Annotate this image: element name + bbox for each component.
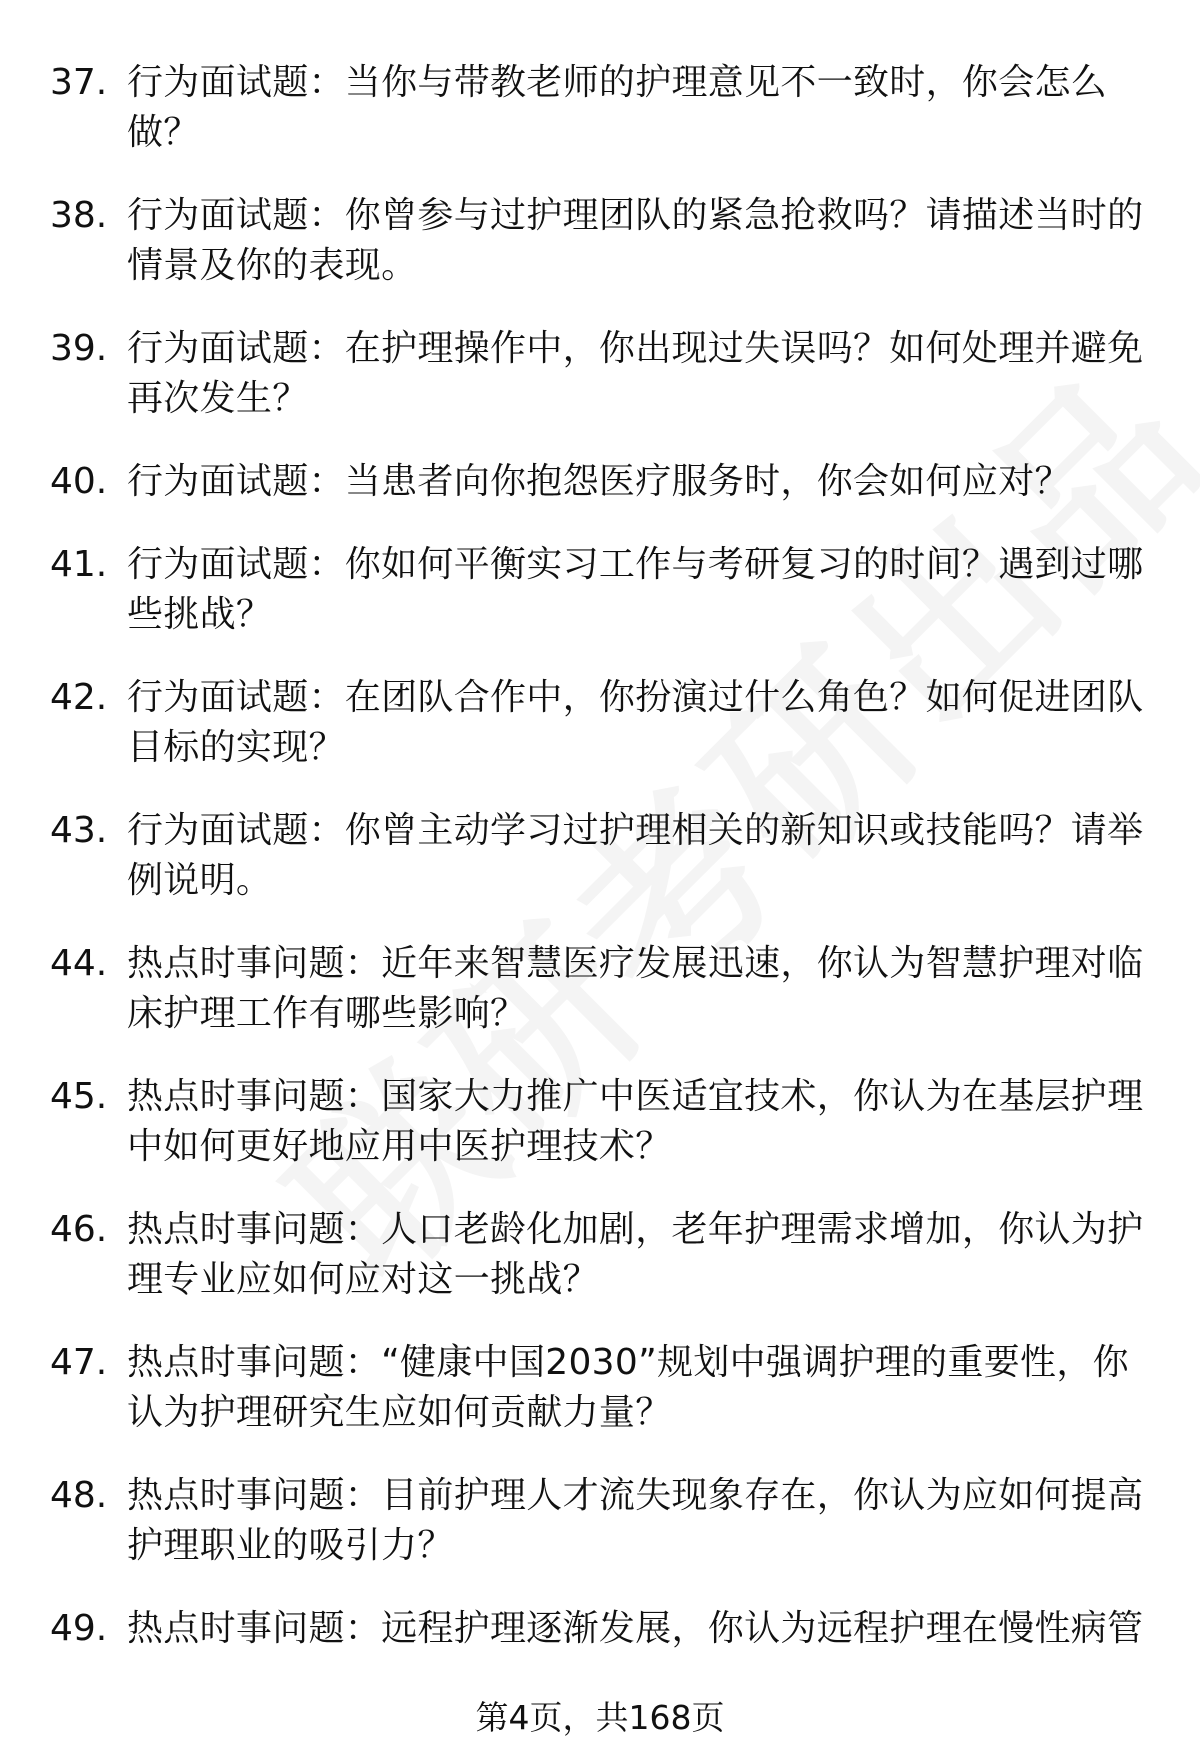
question-number: 46. [50,1209,108,1250]
page-footer: 第4页，共168页 [475,1698,725,1737]
question-item [0,1205,1200,1338]
question-line: 热点时事问题：目前护理人才流失现象存在，你认为应如何提高 [127,1475,1144,1516]
question-item [0,457,1200,540]
question-item [0,673,1200,806]
question-line: 理专业应如何应对这一挑战？ [127,1259,599,1300]
question-number: 43. [50,810,108,851]
question-number: 48. [50,1475,108,1516]
question-text [127,540,1147,640]
question-line: 行为面试题：当你与带教老师的护理意见不一致时，你会怎么 [127,62,1108,103]
question-line: 做？ [127,112,200,153]
question-line: 行为面试题：你曾参与过护理团队的紧急抢救吗？请描述当时的 [127,195,1144,236]
question-text [127,457,1147,507]
question-text [127,1604,1147,1654]
question-text [127,1072,1147,1172]
question-line: 行为面试题：你如何平衡实习工作与考研复习的时间？遇到过哪 [127,544,1144,585]
question-item [0,1072,1200,1205]
question-number: 42. [50,677,108,718]
question-number: 38. [50,195,108,236]
question-line: 热点时事问题：国家大力推广中医适宜技术，你认为在基层护理 [127,1076,1144,1117]
question-text [127,191,1147,291]
question-line: 热点时事问题：“健康中国2030”规划中强调护理的重要性，你 [127,1342,1129,1383]
question-line: 认为护理研究生应如何贡献力量？ [127,1392,672,1433]
question-line: 热点时事问题：近年来智慧医疗发展迅速，你认为智慧护理对临 [127,943,1144,984]
question-number: 47. [50,1342,108,1383]
question-item [0,1604,1200,1664]
question-number: 44. [50,943,108,984]
question-number: 37. [50,62,108,103]
question-item [0,324,1200,457]
question-item [0,1338,1200,1471]
question-line: 床护理工作有哪些影响？ [127,993,527,1034]
question-line: 护理职业的吸引力？ [127,1525,454,1566]
question-text [127,58,1147,158]
question-number: 45. [50,1076,108,1117]
question-line: 行为面试题：在护理操作中，你出现过失误吗？如何处理并避免 [127,328,1144,369]
question-text [127,806,1147,906]
question-text [127,939,1147,1039]
question-line: 些挑战？ [127,594,273,635]
question-number: 40. [50,461,108,502]
question-line: 行为面试题：在团队合作中，你扮演过什么角色？如何促进团队 [127,677,1144,718]
question-text [127,1471,1147,1571]
question-number: 39. [50,328,108,369]
question-item [0,939,1200,1072]
question-line: 热点时事问题：人口老龄化加剧，老年护理需求增加，你认为护 [127,1209,1144,1250]
question-line: 行为面试题：当患者向你抱怨医疗服务时，你会如何应对？ [127,461,1071,502]
question-item [0,806,1200,939]
question-line: 情景及你的表现。 [127,245,418,286]
question-item [0,1471,1200,1604]
question-list [0,58,1200,1664]
question-number: 49. [50,1608,108,1649]
question-text [127,324,1147,424]
question-line: 再次发生？ [127,378,309,419]
question-item [0,191,1200,324]
question-text [127,1205,1147,1305]
question-line: 中如何更好地应用中医护理技术？ [127,1126,672,1167]
question-text [127,1338,1147,1438]
question-item [0,58,1200,191]
question-line: 例说明。 [127,860,273,901]
question-line: 目标的实现？ [127,727,345,768]
question-item [0,540,1200,673]
question-text [127,673,1147,773]
question-line: 行为面试题：你曾主动学习过护理相关的新知识或技能吗？请举 [127,810,1144,851]
question-number: 41. [50,544,108,585]
question-line: 热点时事问题：远程护理逐渐发展，你认为远程护理在慢性病管 [127,1608,1144,1649]
